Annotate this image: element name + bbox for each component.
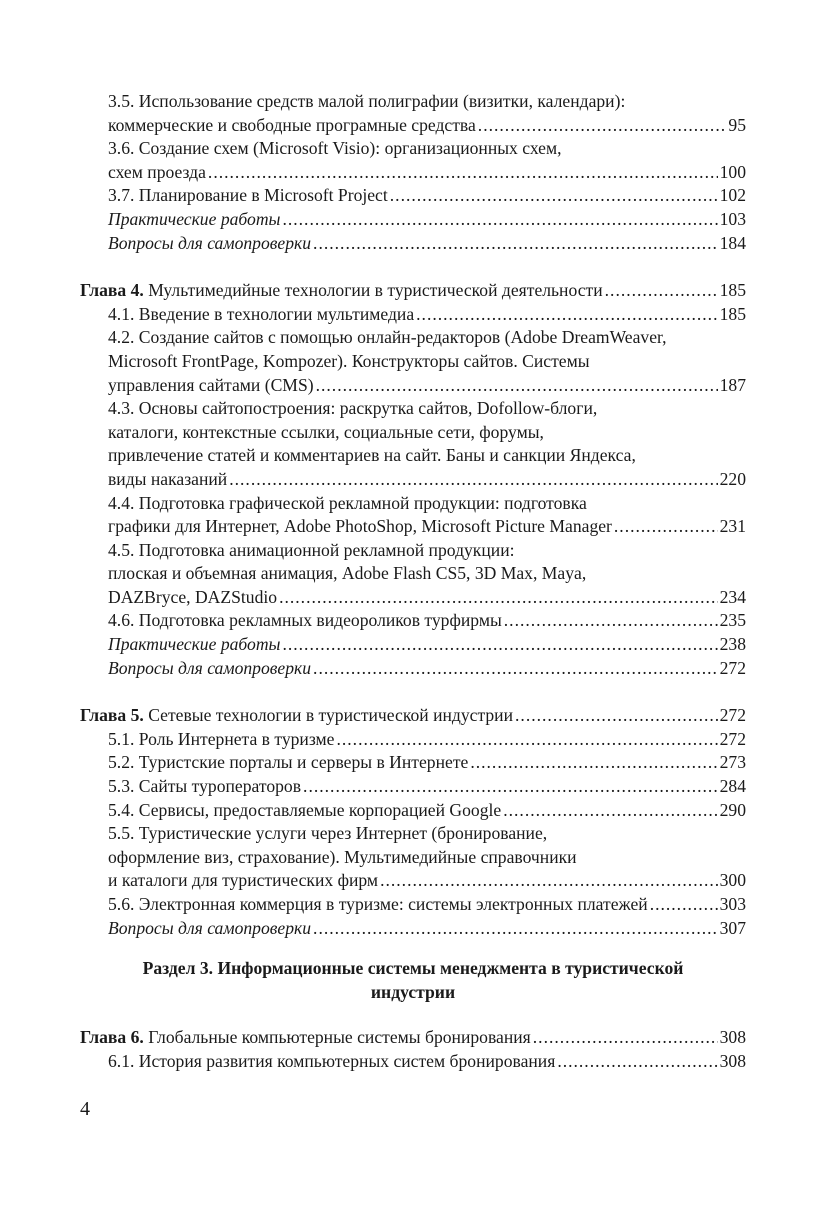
leader-dots — [316, 374, 718, 398]
entry-title: 4.6. Подготовка рекламных видеороликов турфирмы — [108, 610, 502, 631]
toc-entry[interactable] — [80, 303, 746, 327]
page-ref: 238 — [719, 634, 746, 655]
entry-title: схем проезда — [108, 161, 206, 182]
toc-entry[interactable] — [80, 492, 746, 539]
leader-dots — [313, 917, 718, 941]
page-ref: 300 — [719, 870, 746, 891]
leader-dots — [282, 633, 717, 657]
entry-title: Вопросы для самопроверки — [108, 657, 312, 678]
leader-dots — [650, 893, 718, 917]
leader-dots — [470, 751, 717, 775]
leader-dots — [303, 775, 718, 799]
leader-dots — [282, 208, 717, 232]
page-ref: 273 — [719, 752, 746, 773]
page-ref: 231 — [719, 516, 746, 537]
page-ref: 184 — [719, 232, 746, 253]
entry-title: 4.1. Введение в технологии мультимедиа — [108, 303, 415, 324]
page-ref: 235 — [719, 610, 746, 631]
entry-title: графики для Интернет, Adobe PhotoShop, Microsoft Picture Manager — [108, 516, 612, 537]
entry-title: 5.1. Роль Интернета в туризме — [108, 728, 335, 749]
page-number: 4 — [80, 1098, 90, 1120]
entry-line: плоская и объемная анимация, Adobe Flash CS5, 3D Max, Maya, — [108, 563, 587, 584]
page-ref: 95 — [728, 114, 746, 135]
toc-entry[interactable] — [80, 728, 746, 752]
leader-dots — [557, 1050, 717, 1074]
section-title-line: индустрии — [370, 982, 456, 1003]
section-heading — [80, 956, 746, 1004]
toc-entry[interactable] — [80, 208, 746, 232]
entry-title: и каталоги для туристических фирм — [108, 870, 379, 891]
toc-entry[interactable] — [80, 232, 746, 256]
toc-entry[interactable] — [80, 775, 746, 799]
leader-dots — [229, 468, 717, 492]
page-ref: 272 — [719, 657, 746, 678]
entry-title: Практические работы — [108, 208, 281, 229]
entry-line: привлечение статей и комментариев на сайт. Баны и санкции Яндекса, — [108, 445, 636, 466]
chapter-title: Сетевые технологии в туристической индустрии — [148, 705, 514, 726]
page-ref: 187 — [719, 374, 746, 395]
chapter-heading[interactable] — [80, 279, 746, 303]
toc-entry[interactable] — [80, 137, 746, 184]
entry-title: Практические работы — [108, 634, 281, 655]
entry-line: Microsoft FrontPage, Kompozer). Конструкторы сайтов. Системы — [108, 350, 590, 371]
page-ref: 102 — [719, 185, 746, 206]
page-ref: 220 — [719, 468, 746, 489]
toc-entry[interactable] — [80, 184, 746, 208]
entry-line: 5.5. Туристические услуги через Интернет (бронирование, — [108, 823, 548, 844]
chapter-heading[interactable] — [80, 704, 746, 728]
page-ref: 308 — [719, 1050, 746, 1071]
toc-entry[interactable] — [80, 893, 746, 917]
section-title-line: Раздел 3. Информационные системы менеджмента в туристической — [142, 958, 684, 979]
entry-line: 3.5. Использование средств малой полиграфии (визитки, календари): — [108, 91, 626, 111]
page-ref: 284 — [719, 776, 746, 797]
entry-title: DAZBryce, DAZStudio — [108, 586, 278, 607]
page-ref: 272 — [719, 705, 746, 726]
toc-entry[interactable] — [80, 917, 746, 941]
page-ref: 308 — [719, 1027, 746, 1048]
leader-dots — [313, 657, 718, 681]
entry-line: 4.3. Основы сайтопостроения: раскрутка сайтов, Dofollow-блоги, — [108, 398, 598, 419]
chapter-title: Мультимедийные технологии в туристической деятельности — [148, 280, 603, 301]
chapter-title: Глобальные компьютерные системы бронирования — [148, 1027, 531, 1048]
page-ref: 272 — [719, 728, 746, 749]
leader-dots — [416, 303, 717, 327]
entry-line: каталоги, контекстные ссылки, социальные сети, форумы, — [108, 421, 544, 442]
leader-dots — [504, 609, 718, 633]
entry-title: коммерческие и свободные програмные средства — [108, 114, 476, 135]
leader-dots — [478, 114, 727, 138]
leader-dots — [390, 184, 718, 208]
toc-entry[interactable] — [80, 90, 746, 137]
leader-dots — [336, 728, 717, 752]
entry-line: 4.4. Подготовка графической рекламной продукции: подготовка — [108, 492, 587, 513]
page-ref: 290 — [719, 799, 746, 820]
leader-dots — [313, 232, 718, 256]
entry-title: 3.7. Планирование в Microsoft Project — [108, 185, 388, 206]
entry-title: 6.1. История развития компьютерных систем бронирования — [108, 1050, 556, 1071]
page-ref: 100 — [719, 161, 746, 182]
chapter-number: Глава 4. — [80, 280, 144, 301]
entry-line: 4.2. Создание сайтов с помощью онлайн-редакторов (Adobe DreamWeaver, — [108, 327, 667, 348]
page-ref: 103 — [719, 208, 746, 229]
toc-entry[interactable] — [80, 1050, 746, 1074]
toc-entry[interactable] — [80, 657, 746, 681]
leader-dots — [614, 515, 718, 539]
leader-dots — [208, 161, 718, 185]
entry-title: управления сайтами (CMS) — [108, 374, 314, 395]
entry-line: 3.6. Создание схем (Microsoft Visio): организационных схем, — [108, 138, 562, 159]
page-ref: 234 — [719, 586, 746, 607]
toc-entry[interactable] — [80, 609, 746, 633]
leader-dots — [533, 1026, 718, 1050]
leader-dots — [503, 799, 717, 823]
toc-entry[interactable] — [80, 633, 746, 657]
entry-title: 5.3. Сайты туроператоров — [108, 776, 302, 797]
leader-dots — [279, 586, 718, 610]
toc-entry[interactable] — [80, 539, 746, 610]
entry-title: Вопросы для самопроверки — [108, 232, 312, 253]
leader-dots — [380, 869, 718, 893]
entry-title: виды наказаний — [108, 468, 228, 489]
leader-dots — [605, 279, 718, 303]
toc-entry[interactable] — [80, 822, 746, 893]
toc-entry[interactable] — [80, 751, 746, 775]
chapter-number: Глава 6. — [80, 1027, 144, 1048]
table-of-contents — [80, 90, 746, 1073]
toc-entry[interactable] — [80, 326, 746, 397]
page-ref: 185 — [719, 280, 746, 301]
entry-title: Вопросы для самопроверки — [108, 917, 312, 938]
entry-title: 5.2. Туристские порталы и серверы в Интернете — [108, 752, 469, 773]
chapter-heading[interactable] — [80, 1026, 746, 1050]
page-ref: 185 — [719, 303, 746, 324]
toc-entry[interactable] — [80, 397, 746, 491]
page-ref: 303 — [719, 894, 746, 914]
leader-dots — [515, 704, 718, 728]
entry-title: 5.4. Сервисы, предоставляемые корпорацией Google — [108, 799, 502, 820]
chapter-number: Глава 5. — [80, 705, 144, 726]
entry-line: оформление виз, страхование). Мультимедийные справочники — [108, 846, 577, 867]
entry-line: 4.5. Подготовка анимационной рекламной продукции: — [108, 539, 515, 560]
page-ref: 307 — [719, 917, 746, 938]
toc-entry[interactable] — [80, 799, 746, 823]
entry-title: 5.6. Электронная коммерция в туризме: системы электронных платежей — [108, 894, 648, 914]
